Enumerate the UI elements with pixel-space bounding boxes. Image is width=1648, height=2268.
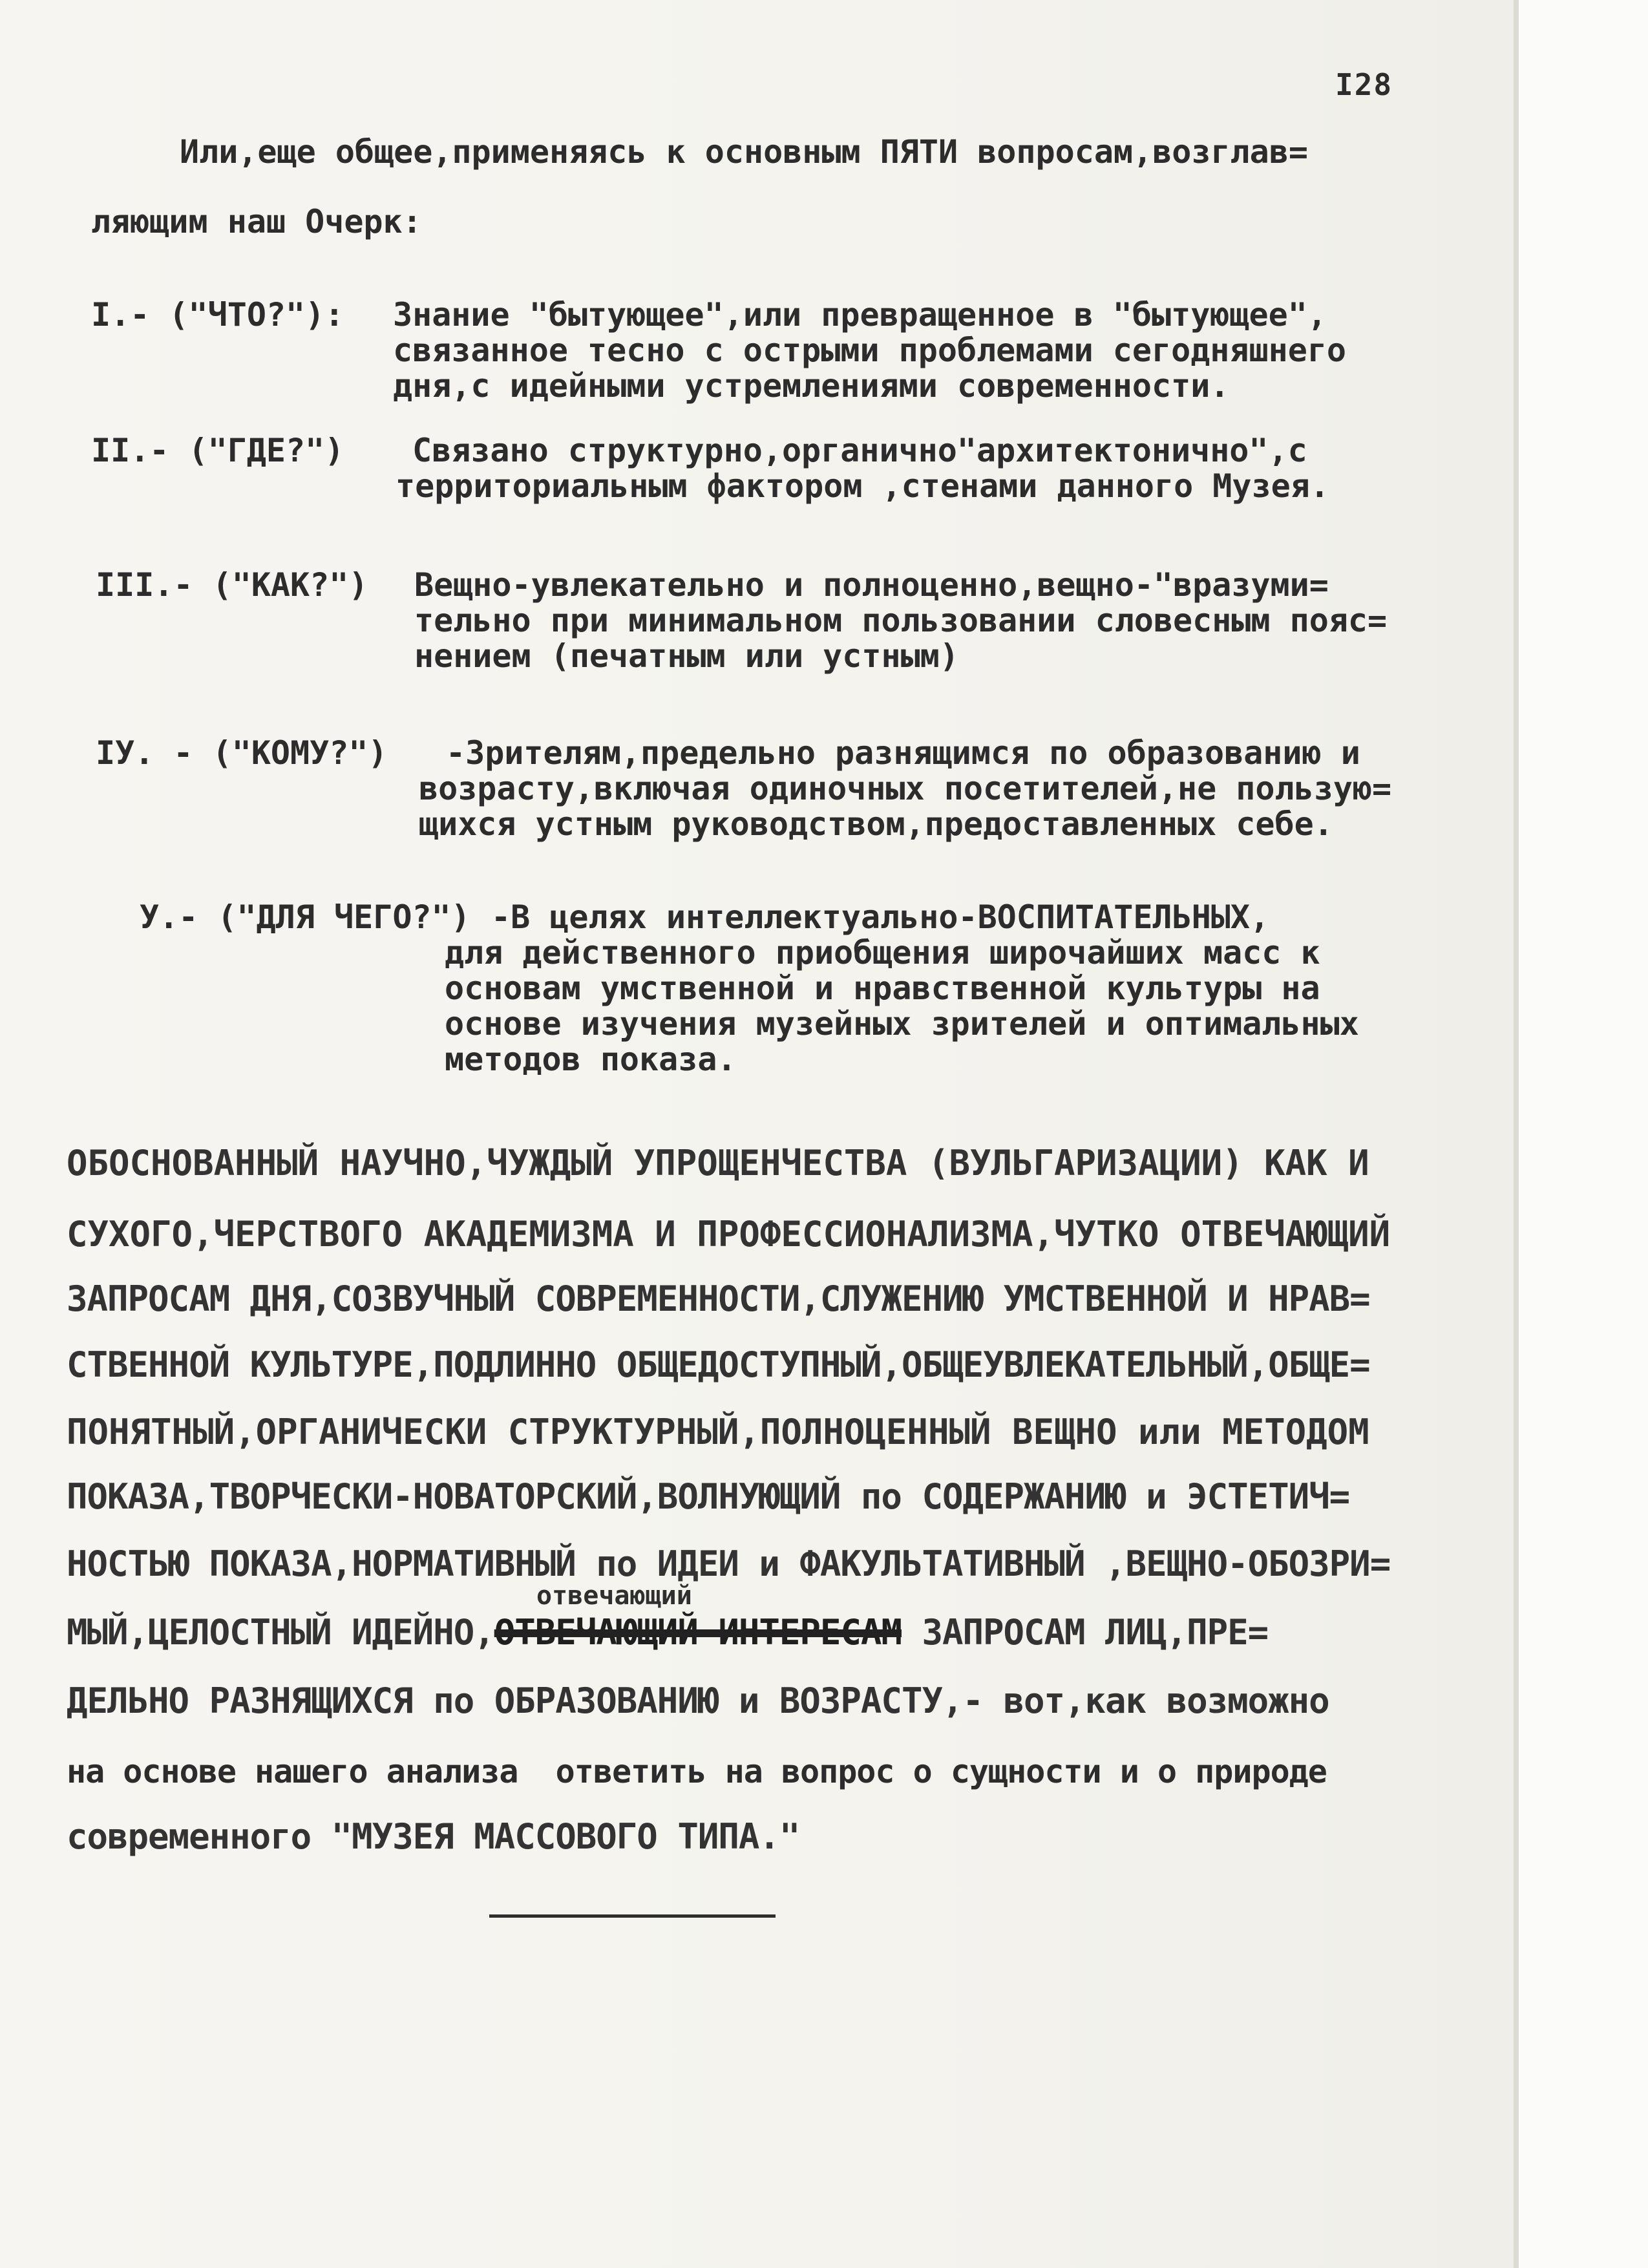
question-label-5: У.- ("ДЛЯ ЧЕГО?") (140, 898, 470, 936)
answer-5-line-3: основам умственной и нравственной культуры на (445, 970, 1320, 1007)
question-label-4: IУ. - ("КОМУ?") (96, 734, 388, 772)
question-label-2: II.- ("ГДЕ?") (91, 432, 344, 469)
answer-3-line-3: нением (печатным или устным) (414, 637, 959, 675)
question-label-1: I.- ("ЧТО?"): (91, 296, 344, 334)
answer-5-line-2: для действенного приобщения широчайших масс к (445, 934, 1320, 971)
summary-line-7: НОСТЬЮ ПОКАЗА,НОРМАТИВНЫЙ по ИДЕИ и ФАКУЛЬТАТИВНЫЙ ,ВЕЩНО-ОБОЗРИ= (67, 1543, 1391, 1584)
summary-line-10: на основе нашего анализа ответить на вопрос о сущности и о природе (67, 1753, 1327, 1790)
scan-background (1519, 0, 1648, 2268)
closing-rule (489, 1914, 776, 1918)
paper-edge (1514, 0, 1519, 2268)
page-number: I28 (1335, 67, 1393, 102)
summary-line-6: ПОКАЗА,ТВОРЧЕСКИ-НОВАТОРСКИЙ,ВОЛНУЮЩИЙ по СОДЕРЖАНИЮ и ЭСТЕТИЧ= (67, 1476, 1350, 1517)
summary-line-8-start: МЫЙ,ЦЕЛОСТНЫЙ ИДЕЙНО, (67, 1612, 494, 1653)
inserted-word: отвечающий (536, 1581, 692, 1611)
answer-5-line-4: основе изучения музейных зрителей и оптимальных (445, 1005, 1359, 1043)
answer-3-line-2: тельно при минимальном пользовании словесным пояс= (414, 602, 1388, 639)
summary-line-3: ЗАПРОСАМ ДНЯ,СОЗВУЧНЫЙ СОВРЕМЕННОСТИ,СЛУЖЕНИЮ УМСТВЕННОЙ И НРАВ= (67, 1278, 1370, 1319)
answer-4-line-2: возрасту,включая одиночных посетителей,не пользую= (419, 770, 1392, 807)
question-label-3: III.- ("КАК?") (96, 566, 368, 604)
answer-5-line-5: методов показа. (445, 1041, 737, 1078)
summary-line-5: ПОНЯТНЫЙ,ОРГАНИЧЕСКИ СТРУКТУРНЫЙ,ПОЛНОЦЕННЫЙ ВЕЩНО или МЕТОДОМ (67, 1412, 1369, 1452)
answer-1-line-2: связанное тесно с острыми проблемами сегодняшнего (393, 332, 1347, 369)
intro-line-1: Или,еще общее,применяясь к основным ПЯТИ вопросам,возглав= (180, 133, 1308, 171)
summary-line-9: ДЕЛЬНО РАЗНЯЩИХСЯ по ОБРАЗОВАНИЮ и ВОЗРАСТУ,- вот,как возможно (67, 1680, 1329, 1721)
answer-2-line-2: территориальным фактором ,стенами данного Музея. (396, 467, 1329, 505)
summary-line-2: СУХОГО,ЧЕРСТВОГО АКАДЕМИЗМА И ПРОФЕССИОНАЛИЗМА,ЧУТКО ОТВЕЧАЮЩИЙ (67, 1214, 1391, 1255)
intro-line-2: ляющим наш Очерк: (91, 203, 422, 240)
answer-1-line-1: Знание "бытующее",или превращенное в "бытующее", (393, 296, 1327, 334)
answer-3-line-1: Вещно-увлекательно и полноценно,вещно-"вразуми= (414, 566, 1329, 604)
summary-line-11: современного "МУЗЕЯ МАССОВОГО ТИПА." (67, 1816, 800, 1857)
answer-2-line-1: Связано структурно,органично"архитектонично",с (412, 432, 1307, 469)
summary-line-4: СТВЕННОЙ КУЛЬТУРЕ,ПОДЛИННО ОБЩЕДОСТУПНЫЙ,ОБЩЕУВЛЕКАТЕЛЬНЫЙ,ОБЩЕ= (67, 1344, 1370, 1385)
answer-4-line-3: щихся устным руководством,предоставленных себе. (419, 805, 1333, 843)
summary-line-8 (67, 1612, 1268, 1653)
struck-out-text: ОТВЕЧАЮЩИЙ ИНТЕРЕСАМ (494, 1612, 902, 1653)
summary-line-8-end: ЗАПРОСАМ ЛИЦ,ПРЕ= (901, 1612, 1269, 1653)
answer-4-line-1: -Зрителям,предельно разнящимся по образованию и (446, 734, 1360, 772)
answer-5-line-1: -В целях интеллектуально-ВОСПИТАТЕЛЬНЫХ, (491, 898, 1270, 936)
answer-1-line-3: дня,с идейными устремлениями современности. (393, 367, 1230, 405)
summary-line-1: ОБОСНОВАННЫЙ НАУЧНО,ЧУЖДЫЙ УПРОЩЕНЧЕСТВА (ВУЛЬГАРИЗАЦИИ) КАК И (67, 1143, 1369, 1183)
